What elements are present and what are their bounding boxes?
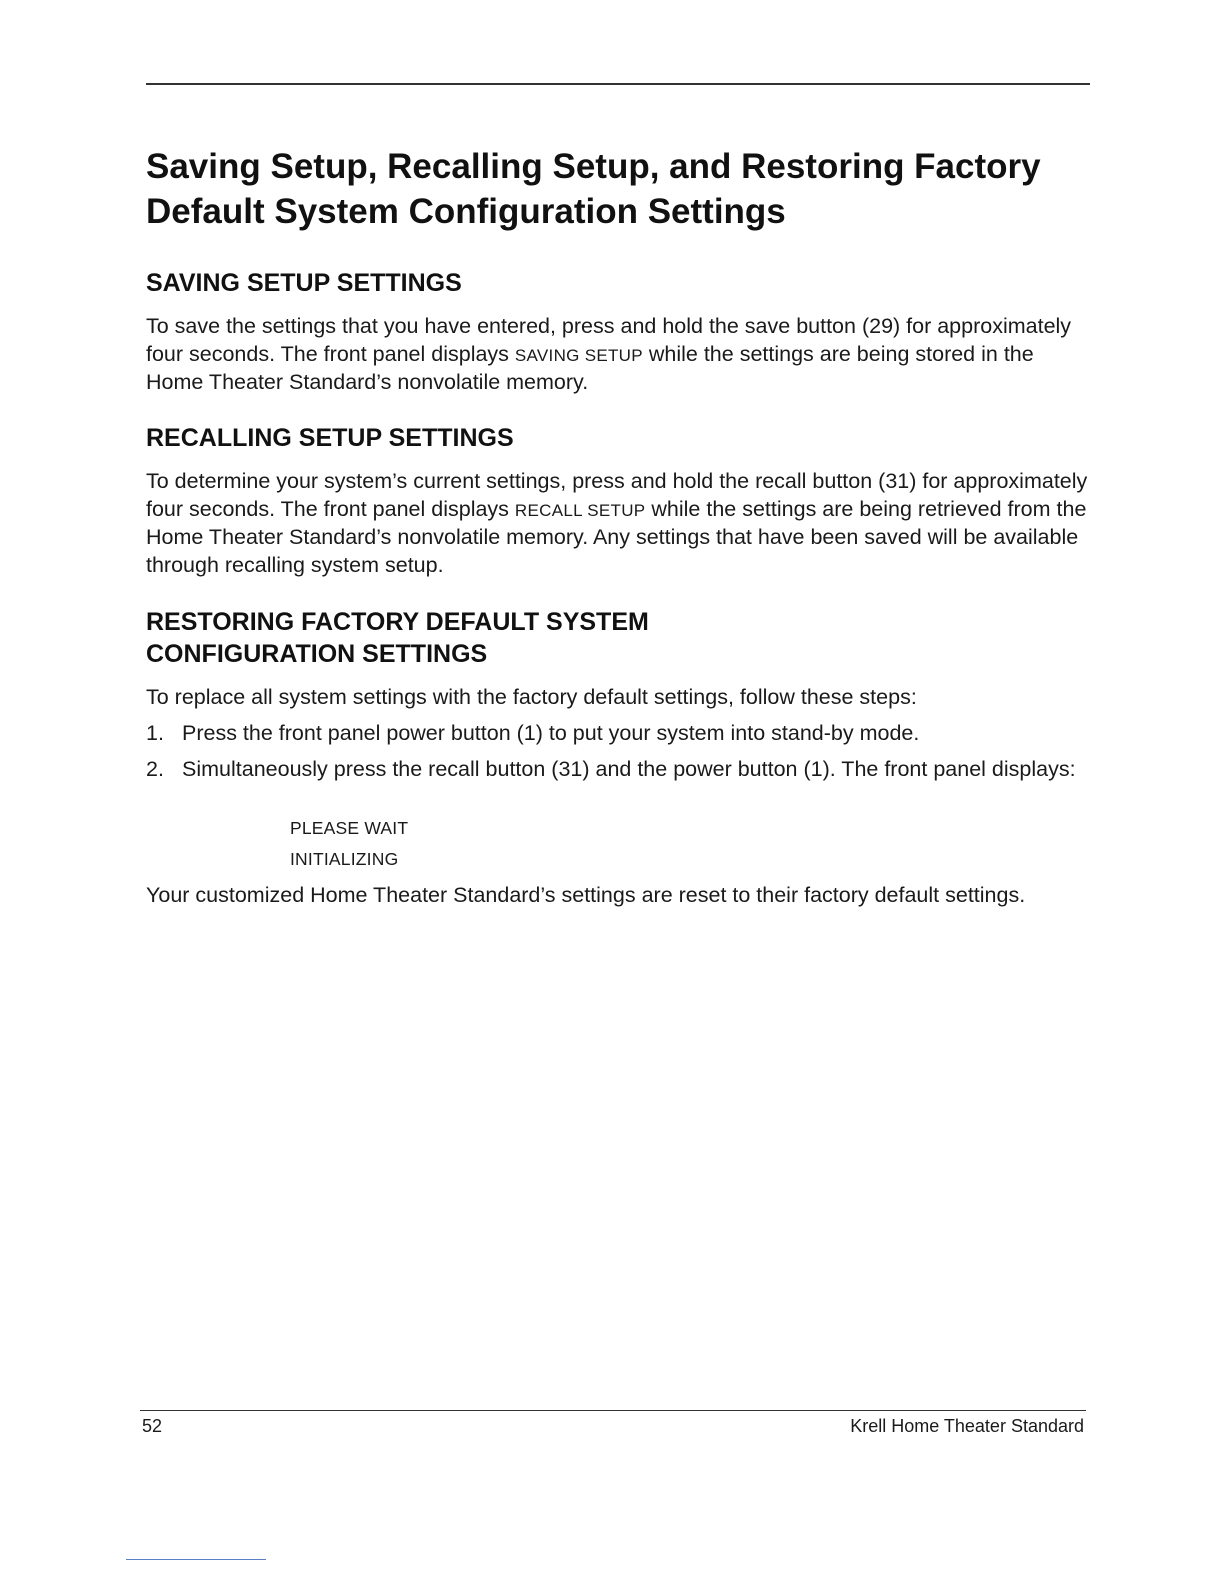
saving-text-after: while the settings are being stored in the Home Theater Standard’s nonvolatile memory. [146, 341, 1034, 394]
display-line-please-wait: PLEASE WAIT [290, 818, 409, 838]
step-1-number: 1. [146, 721, 164, 745]
recalling-display-text: RECALL SETUP [514, 500, 646, 520]
page-number: 52 [142, 1416, 163, 1436]
recalling-text-after: while the settings are being retrieved from the Home Theater Standard’s nonvolatile memory. Any settings that have been saved will be available through recalling system setup. [146, 496, 1087, 577]
restoring-heading-line1: RESTORING FACTORY DEFAULT SYSTEM [146, 608, 649, 636]
recalling-text-before: To determine your system’s current settings, press and hold the recall button (31) for approximately four seconds. The front panel displays [146, 469, 1088, 521]
step-2-text: Simultaneously press the recall button (31) and the power button (1). The front panel displays: [182, 757, 1076, 781]
restoring-heading-line2: CONFIGURATION SETTINGS [146, 640, 488, 668]
restoring-intro: To replace all system settings with the factory default settings, follow these steps: [146, 685, 917, 709]
footer-doc-title: Krell Home Theater Standard [850, 1416, 1084, 1436]
step-1-text: Press the front panel power button (1) to put your system into stand-by mode. [182, 721, 920, 745]
saving-text-before: To save the settings that you have entered, press and hold the save button (29) for approximately four seconds. The front panel displays [146, 314, 1072, 366]
restoring-conclusion: Your customized Home Theater Standard’s settings are reset to their factory default settings. [146, 883, 1026, 907]
page-title: Saving Setup, Recalling Setup, and Restoring Factory Default System Configuration Settings [146, 147, 1041, 231]
footer-rule [140, 1410, 1086, 1411]
saving-paragraph [146, 313, 1096, 397]
header-rule [146, 83, 1090, 85]
display-line-initializing: INITIALIZING [290, 849, 399, 869]
step-2-number: 2. [146, 757, 164, 781]
scan-artifact-line [126, 1559, 266, 1560]
saving-heading: SAVING SETUP SETTINGS [146, 269, 462, 297]
saving-display-text: SAVING SETUP [514, 345, 643, 365]
recalling-heading: RECALLING SETUP SETTINGS [146, 424, 514, 452]
recalling-paragraph [146, 468, 1096, 579]
